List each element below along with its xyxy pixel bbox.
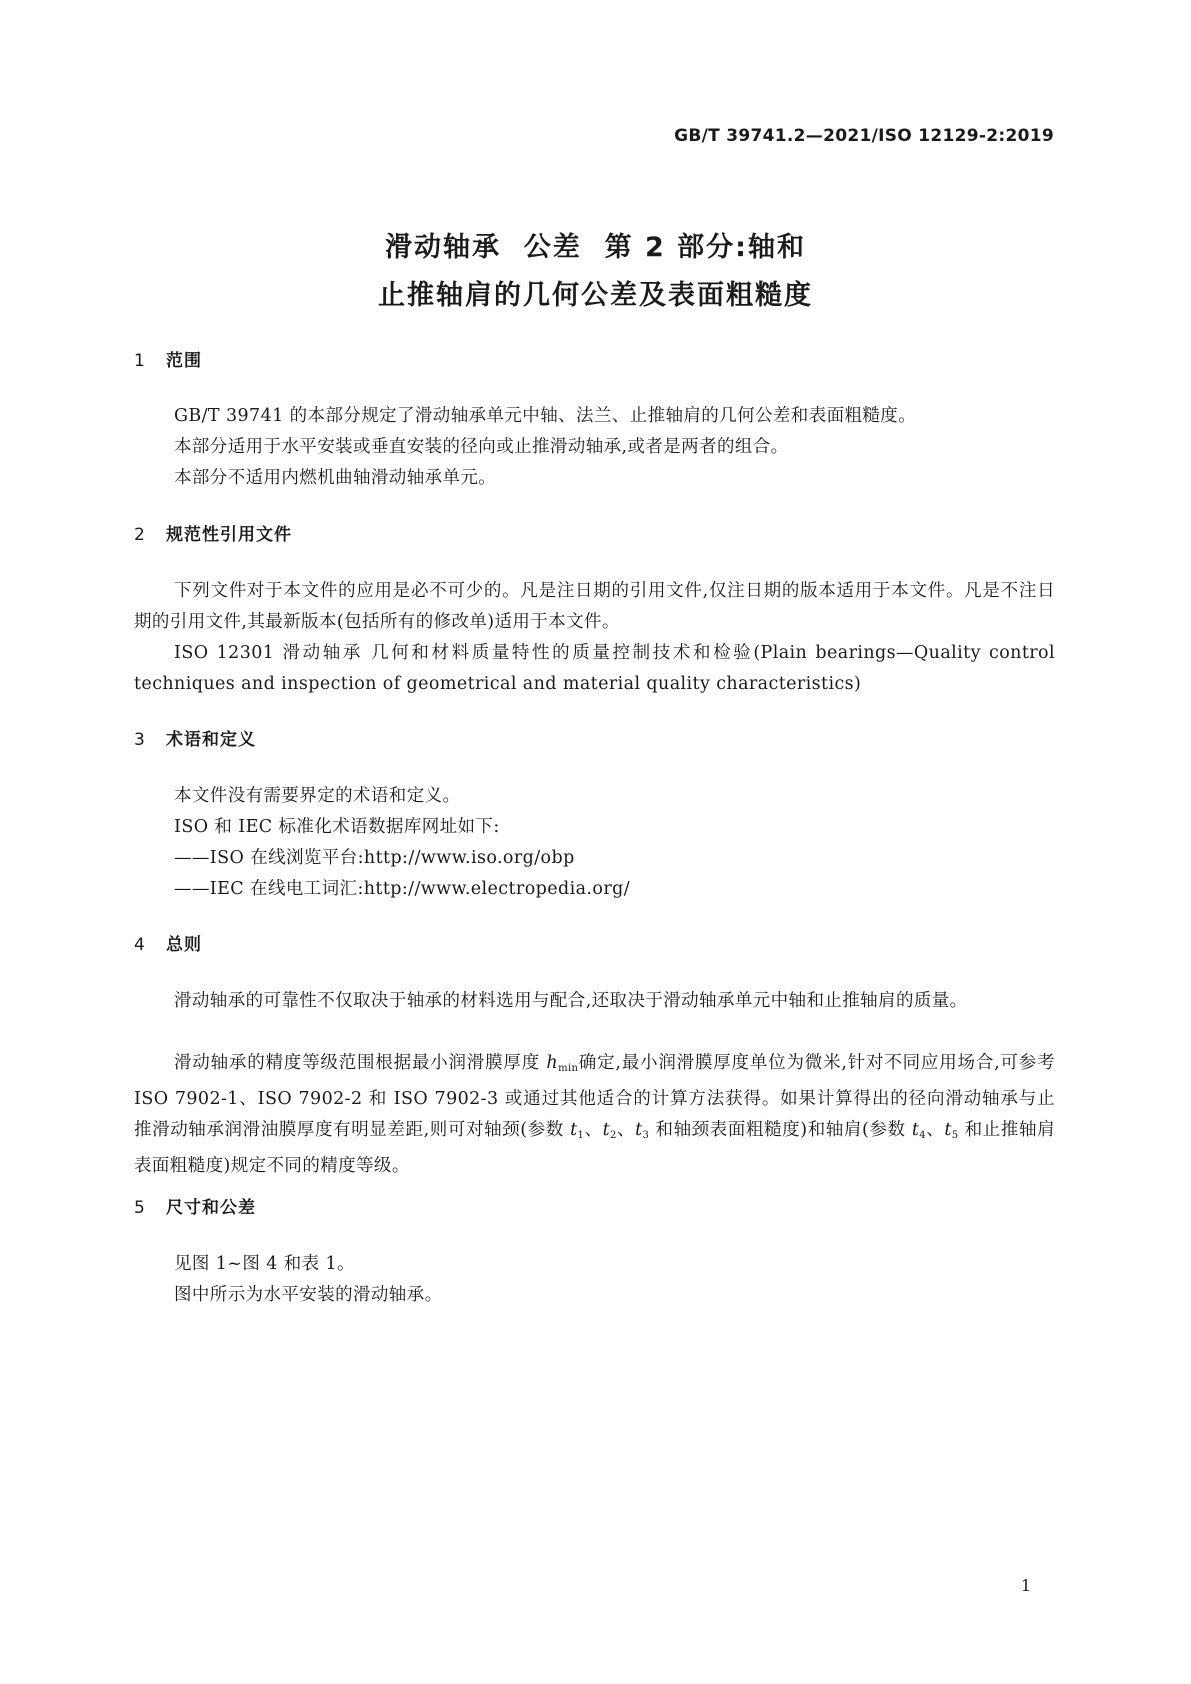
section-heading-2	[134, 520, 292, 545]
subscript: 2	[610, 1130, 617, 1141]
section-number: 3	[134, 730, 146, 750]
iso-obp-link[interactable]: ——ISO 在线浏览平台:http://www.iso.org/obp	[174, 848, 575, 868]
normative-reference: ISO 12301 滑动轴承 几何和材料质量特性的质量控制技术和检验(Plain bearings—Quality control techniques and inspection of geometrical and material quality characteristics)	[134, 643, 1055, 694]
text-run: 确定,最小润滑膜厚度单位为微米,针对不同应用场合,可参考 ISO 7902-1、ISO 7902-2 和 ISO 7902-3 或通过其他适合的计算方法获得。如果计算得出的径向滑动轴承与止推滑动轴承润滑油膜厚度有明显差距,则可对轴颈(参数	[134, 1053, 1056, 1140]
subscript-min: min	[558, 1063, 579, 1074]
section-title: 术语和定义	[166, 730, 256, 750]
paragraph: 见图 1~图 4 和表 1。	[174, 1254, 355, 1274]
section-title: 规范性引用文件	[166, 525, 292, 545]
subscript: 1	[577, 1130, 585, 1141]
text-run: 、	[926, 1120, 945, 1140]
section-number: 5	[134, 1198, 146, 1218]
text-run: 滑动轴承的精度等级范围根据最小润滑膜厚度	[174, 1053, 547, 1073]
subscript: 3	[642, 1130, 650, 1141]
paragraph	[134, 1048, 1055, 1182]
subscript: 5	[951, 1130, 959, 1141]
section-number: 1	[134, 351, 146, 371]
symbol-h: h	[546, 1053, 559, 1073]
section-title: 尺寸和公差	[166, 1198, 256, 1218]
text-run: 和止推轴肩表面粗糙度)规定不同的精度等级。	[134, 1120, 1055, 1176]
paragraph: 下列文件对于本文件的应用是必不可少的。凡是注日期的引用文件,仅注日期的版本适用于本文件。凡是不注日期的引用文件,其最新版本(包括所有的修改单)适用于本文件。	[134, 581, 1055, 632]
section-heading-1	[134, 346, 202, 371]
paragraph: 本部分适用于水平安装或垂直安装的径向或止推滑动轴承,或者是两者的组合。	[174, 437, 789, 457]
paragraph: GB/T 39741 的本部分规定了滑动轴承单元中轴、法兰、止推轴肩的几何公差和表面粗糙度。	[174, 406, 917, 426]
page-number: 1	[1020, 1576, 1031, 1595]
paragraph: 滑动轴承的可靠性不仅取决于轴承的材料选用与配合,还取决于滑动轴承单元中轴和止推轴肩的质量。	[174, 991, 968, 1011]
document-title	[0, 224, 1191, 320]
section-heading-3	[134, 725, 256, 750]
symbol-t: t	[911, 1120, 920, 1140]
text-run: 、	[584, 1120, 603, 1140]
symbol-t: t	[570, 1120, 578, 1140]
title-line-2: 止推轴肩的几何公差及表面粗糙度	[378, 280, 813, 311]
symbol-t: t	[602, 1120, 611, 1140]
standard-number: GB/T 39741.2—2021/ISO 12129-2:2019	[674, 126, 1054, 146]
section-number: 2	[134, 525, 146, 545]
paragraph: 图中所示为水平安装的滑动轴承。	[174, 1285, 443, 1305]
symbol-t: t	[635, 1120, 643, 1140]
subscript: 4	[919, 1130, 927, 1141]
text-run: 、	[616, 1120, 636, 1140]
paragraph: 本文件没有需要界定的术语和定义。	[174, 786, 461, 806]
section-heading-4	[134, 930, 202, 955]
electropedia-link[interactable]: ——IEC 在线电工词汇:http://www.electropedia.org/	[174, 879, 630, 899]
title-line-1: 滑动轴承 公差 第 2 部分:轴和	[385, 232, 806, 263]
section-number: 4	[134, 935, 146, 955]
section-heading-5	[134, 1193, 256, 1218]
paragraph: ISO 和 IEC 标准化术语数据库网址如下:	[174, 817, 500, 837]
text-run: 和轴颈表面粗糙度)和轴肩(参数	[649, 1120, 912, 1140]
section-title: 总则	[166, 935, 202, 955]
section-title: 范围	[166, 351, 202, 371]
symbol-t: t	[944, 1120, 952, 1140]
paragraph: 本部分不适用内燃机曲轴滑动轴承单元。	[174, 468, 497, 488]
